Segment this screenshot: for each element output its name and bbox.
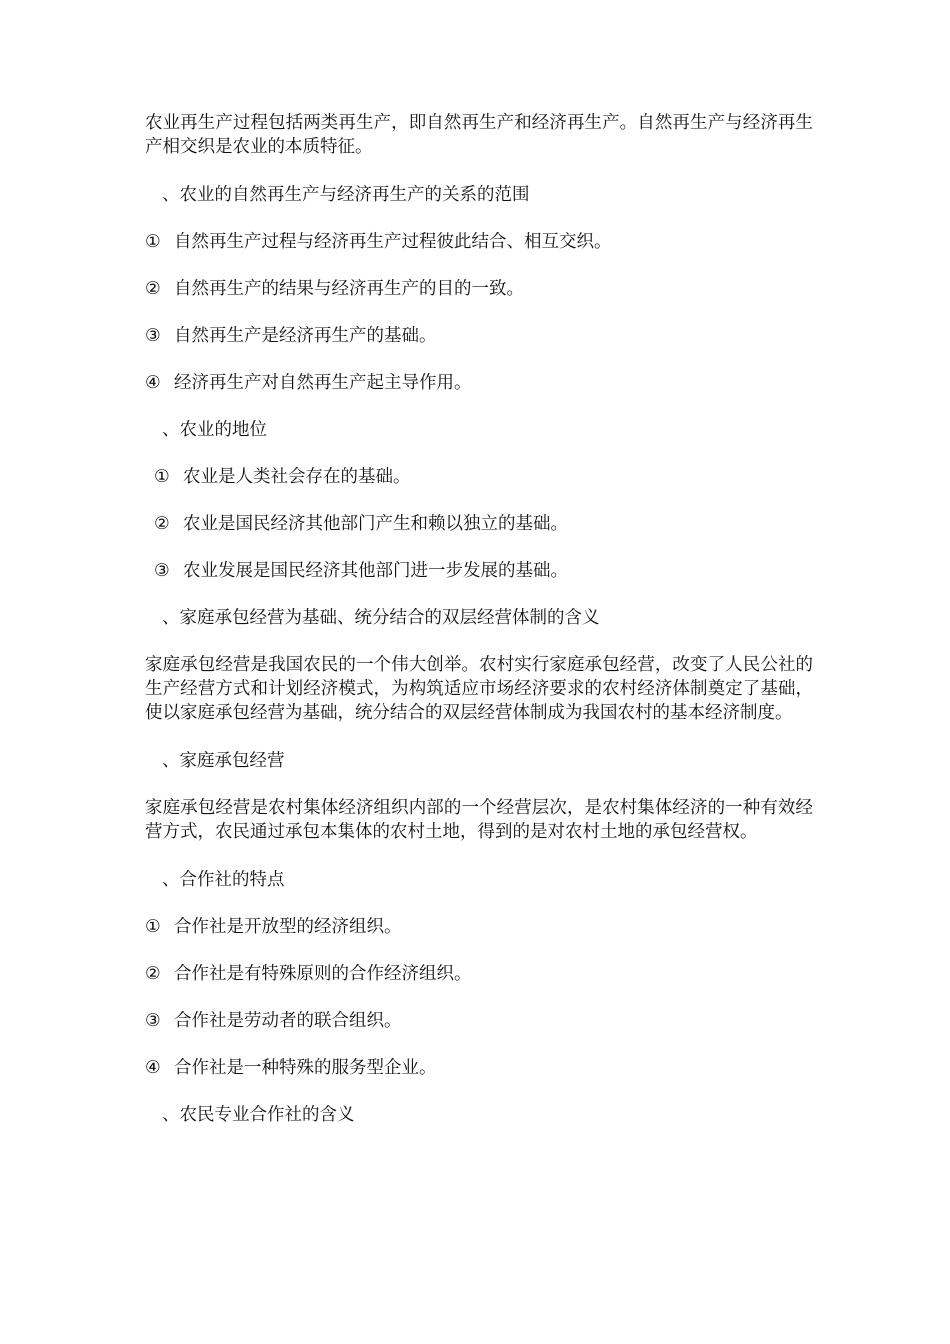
list-item-number: ② — [145, 279, 161, 299]
list-item-number: ③ — [154, 561, 170, 581]
list-item — [145, 324, 813, 348]
section-heading: 、合作社的特点 — [162, 870, 285, 890]
list-item — [145, 962, 813, 986]
list-item-number: ④ — [145, 373, 161, 393]
list-item-text: 农业是人类社会存在的基础。 — [183, 467, 411, 487]
body-paragraph: 家庭承包经营是我国农民的一个伟大创举。农村实行家庭承包经营，改变了人民公社的生产经营方式和计划经济模式，为构筑适应市场经济要求的农村经济体制奠定了基础，使以家庭承包经营为基础，统分结合的双层经营体制成为我国农村的基本经济制度。 — [145, 655, 813, 723]
section-heading: 、家庭承包经营为基础、统分结合的双层经营体制的含义 — [162, 608, 600, 628]
section-heading: 、农民专业合作社的含义 — [162, 1105, 355, 1125]
list-item — [145, 1009, 813, 1033]
body-paragraph: 家庭承包经营是农村集体经济组织内部的一个经营层次，是农村集体经济的一种有效经营方式，农民通过承包本集体的农村土地，得到的是对农村土地的承包经营权。 — [145, 798, 813, 842]
list-item-number: ③ — [145, 326, 161, 346]
list-item-text: 自然再生产过程与经济再生产过程彼此结合、相互交织。 — [174, 232, 612, 252]
list-item-text: 自然再生产的结果与经济再生产的目的一致。 — [174, 279, 524, 299]
list-item — [145, 915, 813, 939]
list-item-text: 农业是国民经济其他部门产生和赖以独立的基础。 — [183, 514, 568, 534]
list-item-text: 合作社是劳动者的联合组织。 — [174, 1011, 402, 1031]
list-item-number: ③ — [145, 1011, 161, 1031]
list-item — [145, 230, 813, 254]
list-item — [145, 371, 813, 395]
section-heading: 、农业的自然再生产与经济再生产的关系的范围 — [162, 185, 530, 205]
section-heading: 、家庭承包经营 — [162, 751, 285, 771]
document-page — [145, 111, 813, 1127]
list-item — [145, 559, 813, 583]
list-item-number: ② — [145, 964, 161, 984]
list-item — [145, 277, 813, 301]
list-item-text: 合作社是有特殊原则的合作经济组织。 — [174, 964, 472, 984]
list-item-text: 农业发展是国民经济其他部门进一步发展的基础。 — [183, 561, 568, 581]
list-item-text: 合作社是一种特殊的服务型企业。 — [174, 1058, 437, 1078]
list-item-number: ① — [145, 232, 161, 252]
list-item-number: ① — [145, 917, 161, 937]
section-heading: 、农业的地位 — [162, 420, 267, 440]
list-item — [145, 1056, 813, 1080]
list-item-number: ④ — [145, 1058, 161, 1078]
body-paragraph: 农业再生产过程包括两类再生产，即自然再生产和经济再生产。自然再生产与经济再生产相交织是农业的本质特征。 — [145, 113, 813, 157]
list-item — [145, 465, 813, 489]
list-item-number: ① — [154, 467, 170, 487]
list-item-number: ② — [154, 514, 170, 534]
list-item-text: 合作社是开放型的经济组织。 — [174, 917, 402, 937]
list-item — [145, 512, 813, 536]
list-item-text: 自然再生产是经济再生产的基础。 — [174, 326, 437, 346]
list-item-text: 经济再生产对自然再生产起主导作用。 — [174, 373, 472, 393]
